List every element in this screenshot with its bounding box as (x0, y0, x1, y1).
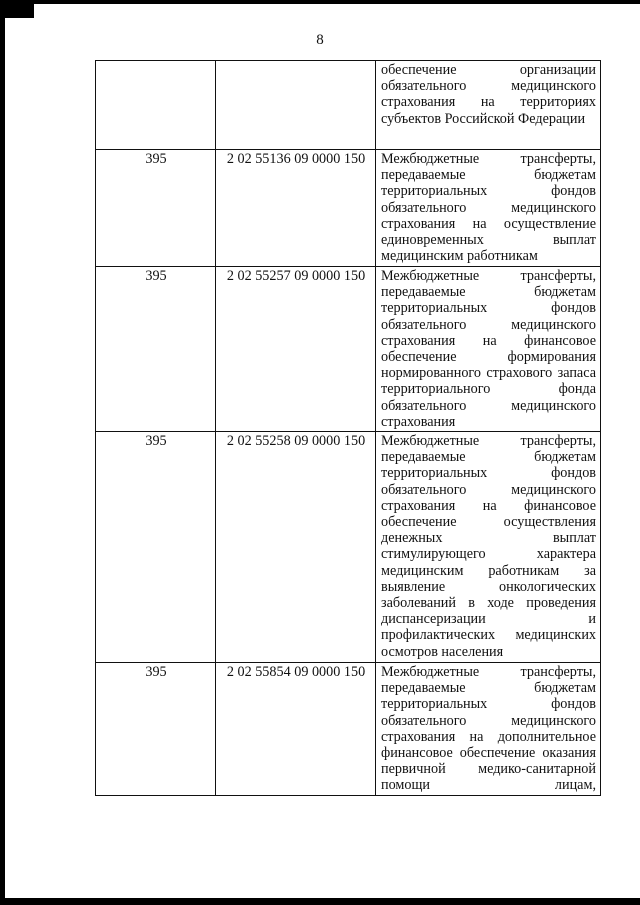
admin-code-cell: 395 (96, 432, 216, 663)
admin-code-cell (96, 61, 216, 150)
kbk-code-cell: 2 02 55136 09 0000 150 (216, 150, 376, 267)
admin-code-cell: 395 (96, 267, 216, 432)
scan-edge-left (0, 0, 5, 905)
revenue-name-cell: Межбюджетные трансферты, передаваемые бюджетам территориальных фондов обязательного медицинского страхования на финансовое обеспечение формирования нормированного страхового запаса территориального фонда обязательного медицинского страхования (376, 267, 601, 432)
kbk-code-cell: 2 02 55258 09 0000 150 (216, 432, 376, 663)
table-row (96, 663, 601, 796)
budget-classification-table (95, 60, 601, 796)
revenue-name-cell: Межбюджетные трансферты, передаваемые бюджетам территориальных фондов обязательного медицинского страхования на осуществление единовременных выплат медицинским работникам (376, 150, 601, 267)
admin-code-cell: 395 (96, 663, 216, 796)
kbk-code-cell: 2 02 55854 09 0000 150 (216, 663, 376, 796)
revenue-name-cell: обеспечение организации обязательного медицинского страхования на территориях субъектов Российской Федерации (376, 61, 601, 150)
scan-edge-bottom (0, 898, 640, 905)
table-row (96, 267, 601, 432)
table-row (96, 61, 601, 150)
kbk-code-cell (216, 61, 376, 150)
revenue-name-cell: Межбюджетные трансферты, передаваемые бюджетам территориальных фондов обязательного медицинского страхования на финансовое обеспечение осуществления денежных выплат стимулирующего характера медицинским работникам за выявление онкологических заболеваний в ходе проведения диспансеризации и профилактических медицинских осмотров населения (376, 432, 601, 663)
page-number: 8 (316, 32, 324, 48)
scan-corner-mark (0, 0, 34, 18)
table-row (96, 432, 601, 663)
kbk-code-cell: 2 02 55257 09 0000 150 (216, 267, 376, 432)
revenue-name-cell: Межбюджетные трансферты, передаваемые бюджетам территориальных фондов обязательного медицинского страхования на дополнительное финансовое обеспечение оказания первичной медико-санитарной помощи лицам, (376, 663, 601, 796)
table-row (96, 150, 601, 267)
admin-code-cell: 395 (96, 150, 216, 267)
scan-edge-top (0, 0, 640, 4)
